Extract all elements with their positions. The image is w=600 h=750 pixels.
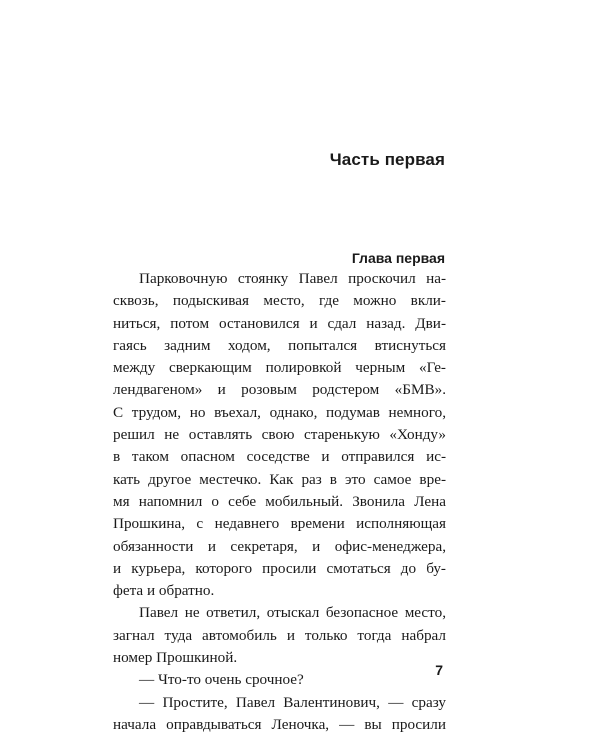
text-line: — Что-то очень срочное?	[139, 671, 304, 689]
text-line: фета и обратно.	[113, 582, 215, 600]
text-line: решил не оставлять свою старенькую «Хонду»	[113, 426, 446, 444]
text-line: в таком опасном соседстве и отправился ис-	[113, 448, 446, 466]
text-line: обязанности и секретаря, и офис-менеджера,	[113, 537, 446, 555]
text-line: Парковочную стоянку Павел проскочил на-	[139, 270, 446, 287]
paragraph-4	[113, 692, 446, 737]
paragraph-2	[113, 602, 446, 669]
text-line: и курьера, которого просили смотаться до бу-	[113, 559, 446, 577]
paragraph-1	[113, 268, 446, 602]
text-line: — Простите, Павел Валентинович, — сразу	[139, 693, 446, 711]
chapter-title: Глава первая	[351, 250, 445, 266]
text-line: лендвагеном» и розовым родстером «БМВ».	[113, 381, 446, 399]
text-line: мя напомнил о себе мобильный. Звонила Лена	[113, 492, 446, 510]
paragraph-3	[113, 669, 446, 691]
text-line: гаясь задним ходом, попытался втиснуться	[113, 336, 446, 354]
text-line: С трудом, но въехал, однако, подумав немного,	[113, 403, 446, 421]
text-line: загнал туда автомобиль и только тогда набрал	[113, 626, 446, 644]
text-line: номер Прошкиной.	[113, 649, 238, 667]
text-line: Павел не ответил, отыскал безопасное место,	[139, 604, 446, 622]
body-text	[113, 268, 446, 736]
text-line: начала оправдываться Леночка, — вы просили	[113, 715, 446, 733]
text-line: между сверкающим полировкой черным «Ге-	[113, 359, 446, 377]
text-line: сквозь, подыскивая место, где можно вкли-	[113, 292, 446, 310]
page-number: 7	[435, 662, 443, 678]
text-line: кать другое местечко. Как раз в это самое вре-	[113, 470, 446, 488]
text-line: ниться, потом остановился и сдал назад. Дви-	[113, 314, 446, 332]
text-line: Прошкина, с недавнего времени исполняющая	[113, 515, 446, 533]
part-title: Часть первая	[329, 150, 445, 169]
